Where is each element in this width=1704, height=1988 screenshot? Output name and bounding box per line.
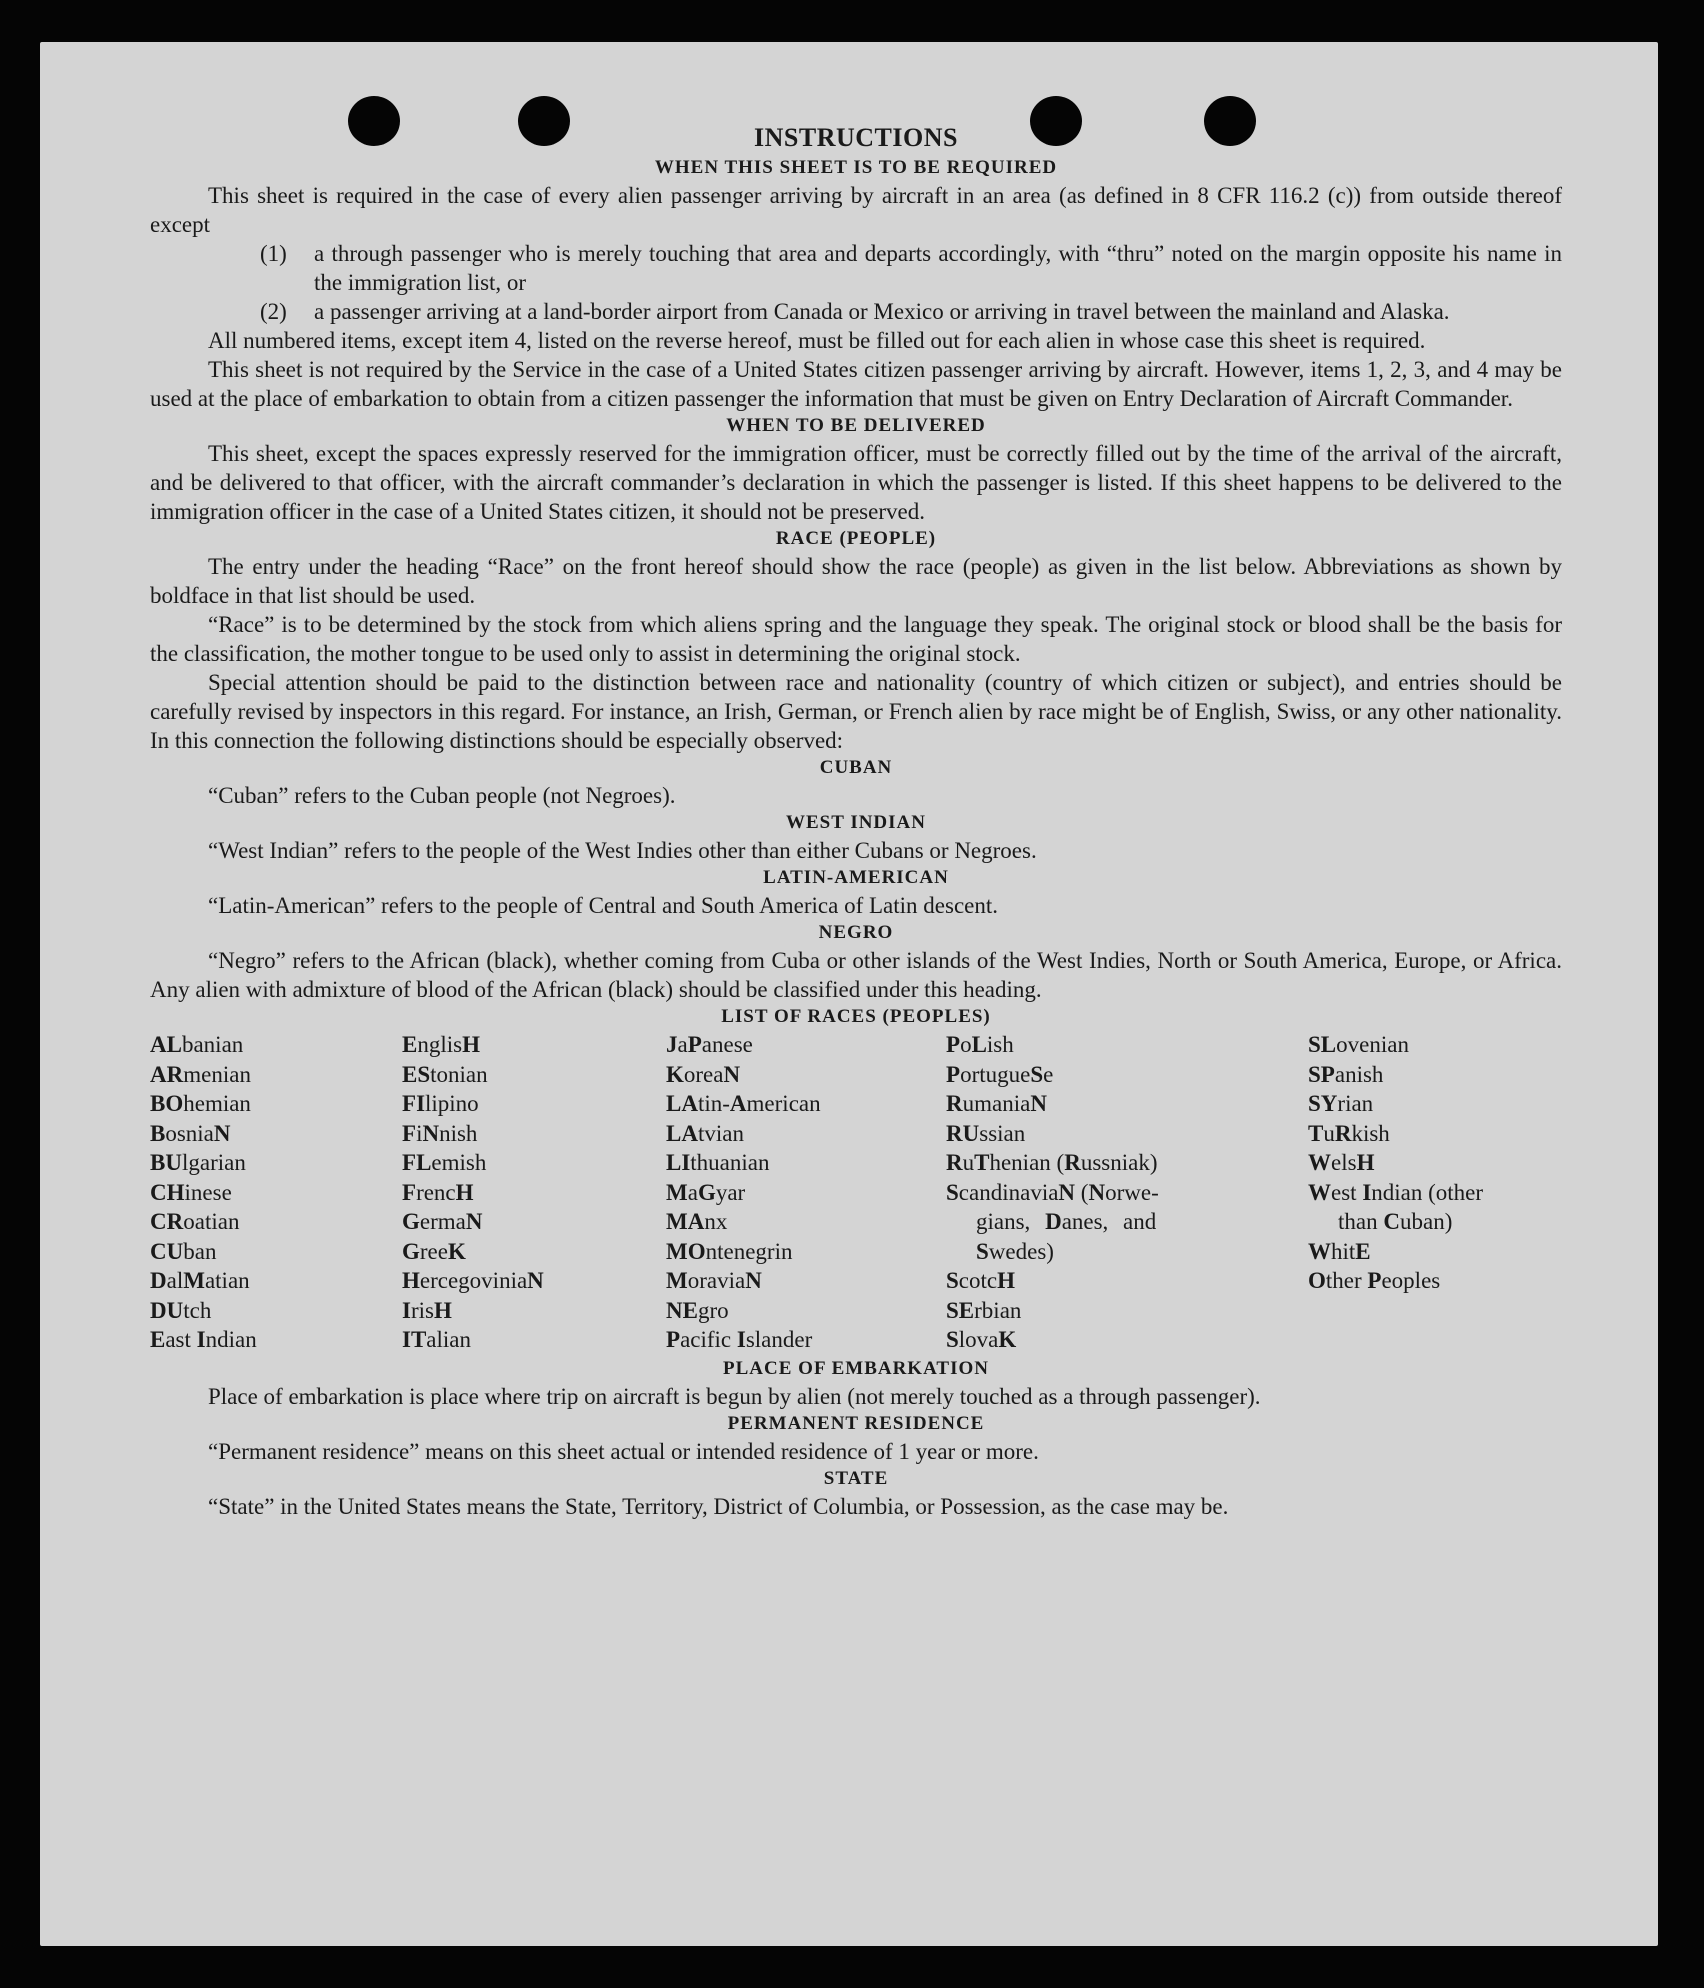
heading-west-indian: WEST INDIAN <box>786 812 926 833</box>
item-number: (2) <box>260 299 287 324</box>
race-column <box>946 1030 1242 1355</box>
heading-state: STATE <box>823 1468 889 1489</box>
paragraph-west-indian: “West Indian” refers to the people of the West Indies other than either Cubans or Negroes. <box>208 838 1037 863</box>
race-entry: FLemish <box>402 1150 487 1175</box>
paragraph-state: “State” in the United States means the State, Territory, District of Columbia, or Possession, as the case may be. <box>208 1494 1229 1519</box>
race-entry: than Cuban) <box>1338 1209 1453 1234</box>
race-entry: SlovaK <box>946 1327 1017 1352</box>
race-entry: ARmenian <box>150 1061 251 1087</box>
race-column <box>402 1030 544 1355</box>
heading-when-required: WHEN THIS SHEET IS TO BE REQUIRED <box>654 157 1058 178</box>
heading-when-delivered: WHEN TO BE DELIVERED <box>726 415 986 436</box>
race-entry: East Indian <box>150 1327 257 1352</box>
page-title: INSTRUCTIONS <box>754 123 958 152</box>
race-entry: SPanish <box>1308 1061 1384 1087</box>
paragraph-race-definition: “Race” is to be determined by the stock from which aliens spring and the language they speak. The original stock or blood shall be the basis for the classification, the mother tongue to be used only to assist in determining the original stock. <box>150 612 1562 666</box>
race-entry: ScandinaviaN (Norwe- <box>946 1179 1159 1205</box>
race-entry: DalMatian <box>150 1268 250 1293</box>
paragraph-race-nationality: Special attention should be paid to the distinction between race and nationality (country of which citizen or subject), and entries should be carefully revised by inspectors in this regard. For instance, an Irish, German, or French alien by race might be of English, Swiss, or any other nationality. In this connection the following distinctions should be especially observed: <box>150 670 1562 753</box>
race-entry: MAnx <box>666 1209 728 1234</box>
race-entry: PortugueSe <box>946 1061 1054 1087</box>
race-entry: FrencH <box>402 1179 474 1205</box>
race-entry: MoraviaN <box>666 1268 762 1293</box>
race-entry: TuRkish <box>1308 1120 1390 1146</box>
race-entry: RumaniaN <box>946 1091 1047 1116</box>
heading-race: RACE (PEOPLE) <box>775 528 937 549</box>
race-entry: MaGyar <box>666 1179 746 1205</box>
heading-latin-american: LATIN-AMERICAN <box>763 867 949 888</box>
race-entry: IrisH <box>402 1297 452 1323</box>
paragraph-intro: This sheet is required in the case of every alien passenger arriving by aircraft in an area (as defined in 8 CFR 116.2 (c)) from outside thereof except <box>150 183 1562 237</box>
paragraph-latin-american: “Latin-American” refers to the people of Central and South America of Latin descent. <box>208 893 998 918</box>
heading-embarkation: PLACE OF EMBARKATION <box>723 1358 989 1379</box>
paragraph-race-entry: The entry under the heading “Race” on the front hereof should show the race (people) as given in the list below. Abbreviations as shown by boldface in that list should be used. <box>150 554 1562 608</box>
race-entry: HercegoviniaN <box>402 1268 544 1293</box>
race-entry: NEgro <box>666 1297 729 1323</box>
race-entry: ALbanian <box>150 1032 244 1057</box>
heading-negro: NEGRO <box>818 922 894 943</box>
race-entry: LAtin-American <box>666 1091 821 1116</box>
race-column <box>150 1030 257 1355</box>
heading-residence: PERMANENT RESIDENCE <box>727 1413 985 1434</box>
race-entry: Pacific Islander <box>666 1327 813 1352</box>
race-entry: FiNnish <box>402 1120 478 1146</box>
race-entry: CHinese <box>150 1179 232 1205</box>
race-entry: RuThenian (Russniak) <box>946 1150 1158 1175</box>
race-entry: WhitE <box>1308 1238 1371 1264</box>
race-entry: Other Peoples <box>1308 1268 1441 1293</box>
race-entry: RUssian <box>946 1120 1026 1146</box>
paragraph-residence: “Permanent residence” means on this sheet actual or intended residence of 1 year or more. <box>208 1439 1039 1464</box>
race-entry: GreeK <box>402 1238 466 1264</box>
race-entry: ITalian <box>402 1327 471 1352</box>
paragraph-numbered-items: All numbered items, except item 4, listed on the reverse hereof, must be filled out for each alien in whose case this sheet is required. <box>208 328 1426 353</box>
item-text: a passenger arriving at a land-border airport from Canada or Mexico or arriving in travel between the mainland and Alaska. <box>314 299 1450 324</box>
document-sheet <box>40 42 1658 1946</box>
race-entry: PoLish <box>946 1032 1014 1057</box>
item-number: (1) <box>260 241 287 266</box>
race-entry: FIlipino <box>402 1091 479 1116</box>
race-entry: BOhemian <box>150 1091 251 1116</box>
race-entry: West Indian (other <box>1308 1179 1484 1205</box>
race-entry: SYrian <box>1308 1091 1374 1116</box>
race-entry: SLovenian <box>1308 1032 1409 1057</box>
race-entry: ScotcH <box>946 1268 1015 1293</box>
race-entry: gians, Danes, and <box>976 1209 1157 1234</box>
paragraph-cuban: “Cuban” refers to the Cuban people (not Negroes). <box>208 783 676 808</box>
race-column <box>1308 1030 1483 1296</box>
race-entry: BosniaN <box>150 1120 231 1146</box>
race-entry: MOntenegrin <box>666 1238 793 1264</box>
race-entry: WelsH <box>1308 1150 1375 1175</box>
race-entry: GermaN <box>402 1209 483 1234</box>
race-entry: KoreaN <box>666 1061 741 1087</box>
race-entry: EStonian <box>402 1061 488 1087</box>
race-entry: LIthuanian <box>666 1150 770 1175</box>
race-entry: CUban <box>150 1238 217 1264</box>
paragraph-citizen: This sheet is not required by the Service in the case of a United States citizen passenger arriving by aircraft. However, items 1, 2, 3, and 4 may be used at the place of embarkation to obtain from a citizen passenger the information that must be given on Entry Declaration of Aircraft Commander. <box>150 357 1562 411</box>
heading-cuban: CUBAN <box>819 757 893 778</box>
race-entry: SErbian <box>946 1297 1022 1323</box>
race-entry: JaPanese <box>666 1032 753 1057</box>
document-body <box>150 122 1562 1521</box>
paragraph-negro: “Negro” refers to the African (black), whether coming from Cuba or other islands of the West Indies, North or South America, Europe, or Africa. Any alien with admixture of blood of the African (black) should be classified under this heading. <box>150 948 1562 1002</box>
paragraph-delivery: This sheet, except the spaces expressly reserved for the immigration officer, must be correctly filled out by the time of the arrival of the aircraft, and be delivered to that officer, with the aircraft commander’s declaration in which the passenger is listed. If this sheet happens to be delivered to the immigration officer in the case of a United States citizen, it should not be preserved. <box>150 441 1562 524</box>
race-entry: CRoatian <box>150 1209 240 1234</box>
race-entry: Swedes) <box>976 1238 1054 1264</box>
heading-list-of-races: LIST OF RACES (PEOPLES) <box>721 1006 991 1027</box>
race-entry: DUtch <box>150 1297 212 1323</box>
paragraph-embarkation: Place of embarkation is place where trip on aircraft is begun by alien (not merely touched as a through passenger). <box>208 1384 1261 1409</box>
race-entry: LAtvian <box>666 1120 744 1146</box>
race-entry: BUlgarian <box>150 1150 246 1175</box>
exception-item <box>150 297 1562 326</box>
race-column <box>666 1030 821 1355</box>
exception-item <box>150 239 1562 297</box>
race-list <box>150 1030 1562 1356</box>
item-text: a through passenger who is merely touching that area and departs accordingly, with “thru” noted on the margin opposite his name in the immigration list, or <box>314 241 1562 295</box>
race-entry: EnglisH <box>402 1032 480 1057</box>
